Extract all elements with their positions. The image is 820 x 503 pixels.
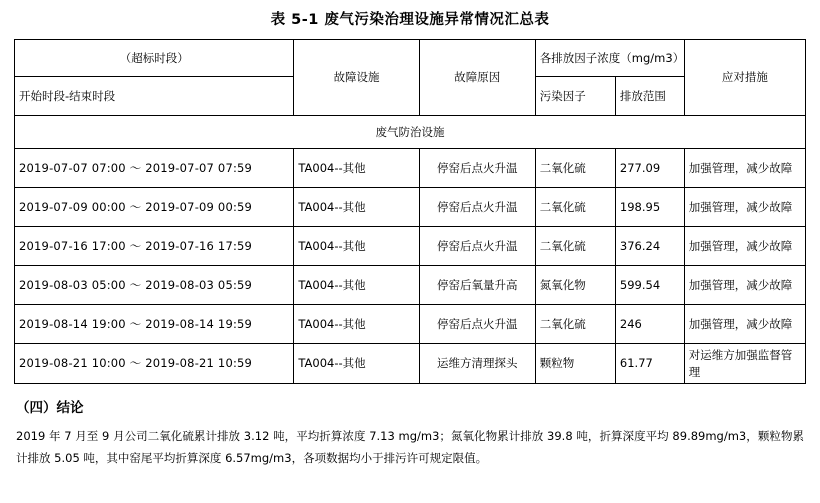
header-facility: 故障设施 [294, 40, 419, 116]
cell-measures: 加强管理，减少故障 [684, 227, 805, 266]
table-row [15, 188, 806, 227]
cell-measures: 加强管理，减少故障 [684, 149, 805, 188]
abnormal-events-table [14, 39, 806, 384]
table-row [15, 227, 806, 266]
cell-time: 2019-08-14 19:00 ～ 2019-08-14 19:59 [15, 305, 294, 344]
cell-measures: 加强管理，减少故障 [684, 188, 805, 227]
cell-cause: 停窑后点火升温 [419, 149, 535, 188]
cell-range: 376.24 [615, 227, 684, 266]
cell-pollutant: 颗粒物 [535, 344, 615, 384]
header-concentration-group: 各排放因子浓度（mg/m3） [535, 40, 684, 77]
table-row [15, 305, 806, 344]
table-row [15, 149, 806, 188]
header-pollutant: 污染因子 [535, 77, 615, 116]
page-title: 表 5-1 废气污染治理设施异常情况汇总表 [270, 12, 550, 28]
cell-cause: 运维方清理探头 [419, 344, 535, 384]
cell-range: 277.09 [615, 149, 684, 188]
cell-facility: TA004--其他 [294, 149, 419, 188]
cell-facility: TA004--其他 [294, 188, 419, 227]
cell-cause: 停窑后点火升温 [419, 305, 535, 344]
header-range: 排放范围 [615, 77, 684, 116]
cell-range: 198.95 [615, 188, 684, 227]
cell-range: 246 [615, 305, 684, 344]
cell-measures: 对运维方加强监督管理 [684, 344, 805, 384]
table-header-row-1 [15, 40, 806, 77]
cell-pollutant: 二氧化硫 [535, 149, 615, 188]
cell-time: 2019-07-16 17:00 ～ 2019-07-16 17:59 [15, 227, 294, 266]
document-page [0, 8, 820, 503]
table-section-row [15, 116, 806, 149]
cell-range: 599.54 [615, 266, 684, 305]
cell-pollutant: 二氧化硫 [535, 305, 615, 344]
cell-cause: 停窑后点火升温 [419, 227, 535, 266]
cell-pollutant: 氮氧化物 [535, 266, 615, 305]
conclusion-heading: （四）结论 [16, 400, 84, 417]
table-row [15, 266, 806, 305]
cell-range: 61.77 [615, 344, 684, 384]
header-time-subtitle: 开始时段-结束时段 [15, 77, 294, 116]
cell-measures: 加强管理，减少故障 [684, 266, 805, 305]
cell-measures: 加强管理，减少故障 [684, 305, 805, 344]
cell-facility: TA004--其他 [294, 344, 419, 384]
header-time-title: （超标时段） [15, 40, 294, 77]
header-cause: 故障原因 [419, 40, 535, 116]
section-label-waste-gas: 废气防治设施 [15, 116, 806, 149]
cell-time: 2019-08-03 05:00 ～ 2019-08-03 05:59 [15, 266, 294, 305]
cell-cause: 停窑后点火升温 [419, 188, 535, 227]
cell-pollutant: 二氧化硫 [535, 227, 615, 266]
cell-facility: TA004--其他 [294, 266, 419, 305]
table-row [15, 344, 806, 384]
cell-time: 2019-07-07 07:00 ～ 2019-07-07 07:59 [15, 149, 294, 188]
cell-time: 2019-07-09 00:00 ～ 2019-07-09 00:59 [15, 188, 294, 227]
cell-time: 2019-08-21 10:00 ～ 2019-08-21 10:59 [15, 344, 294, 384]
cell-facility: TA004--其他 [294, 227, 419, 266]
cell-facility: TA004--其他 [294, 305, 419, 344]
conclusion-text: 2019 年 7 月至 9 月公司二氧化硫累计排放 3.12 吨，平均折算浓度 7.13 mg/m3；氮氧化物累计排放 39.8 吨，折算深度平均 89.89mg/m3，颗粒物累计排放 5.05 吨，其中窑尾平均折算深度 6.57mg/m3，各项数据均小于排污许可规定限值。 [16, 429, 804, 465]
cell-pollutant: 二氧化硫 [535, 188, 615, 227]
header-measures: 应对措施 [684, 40, 805, 116]
cell-cause: 停窑后氧量升高 [419, 266, 535, 305]
